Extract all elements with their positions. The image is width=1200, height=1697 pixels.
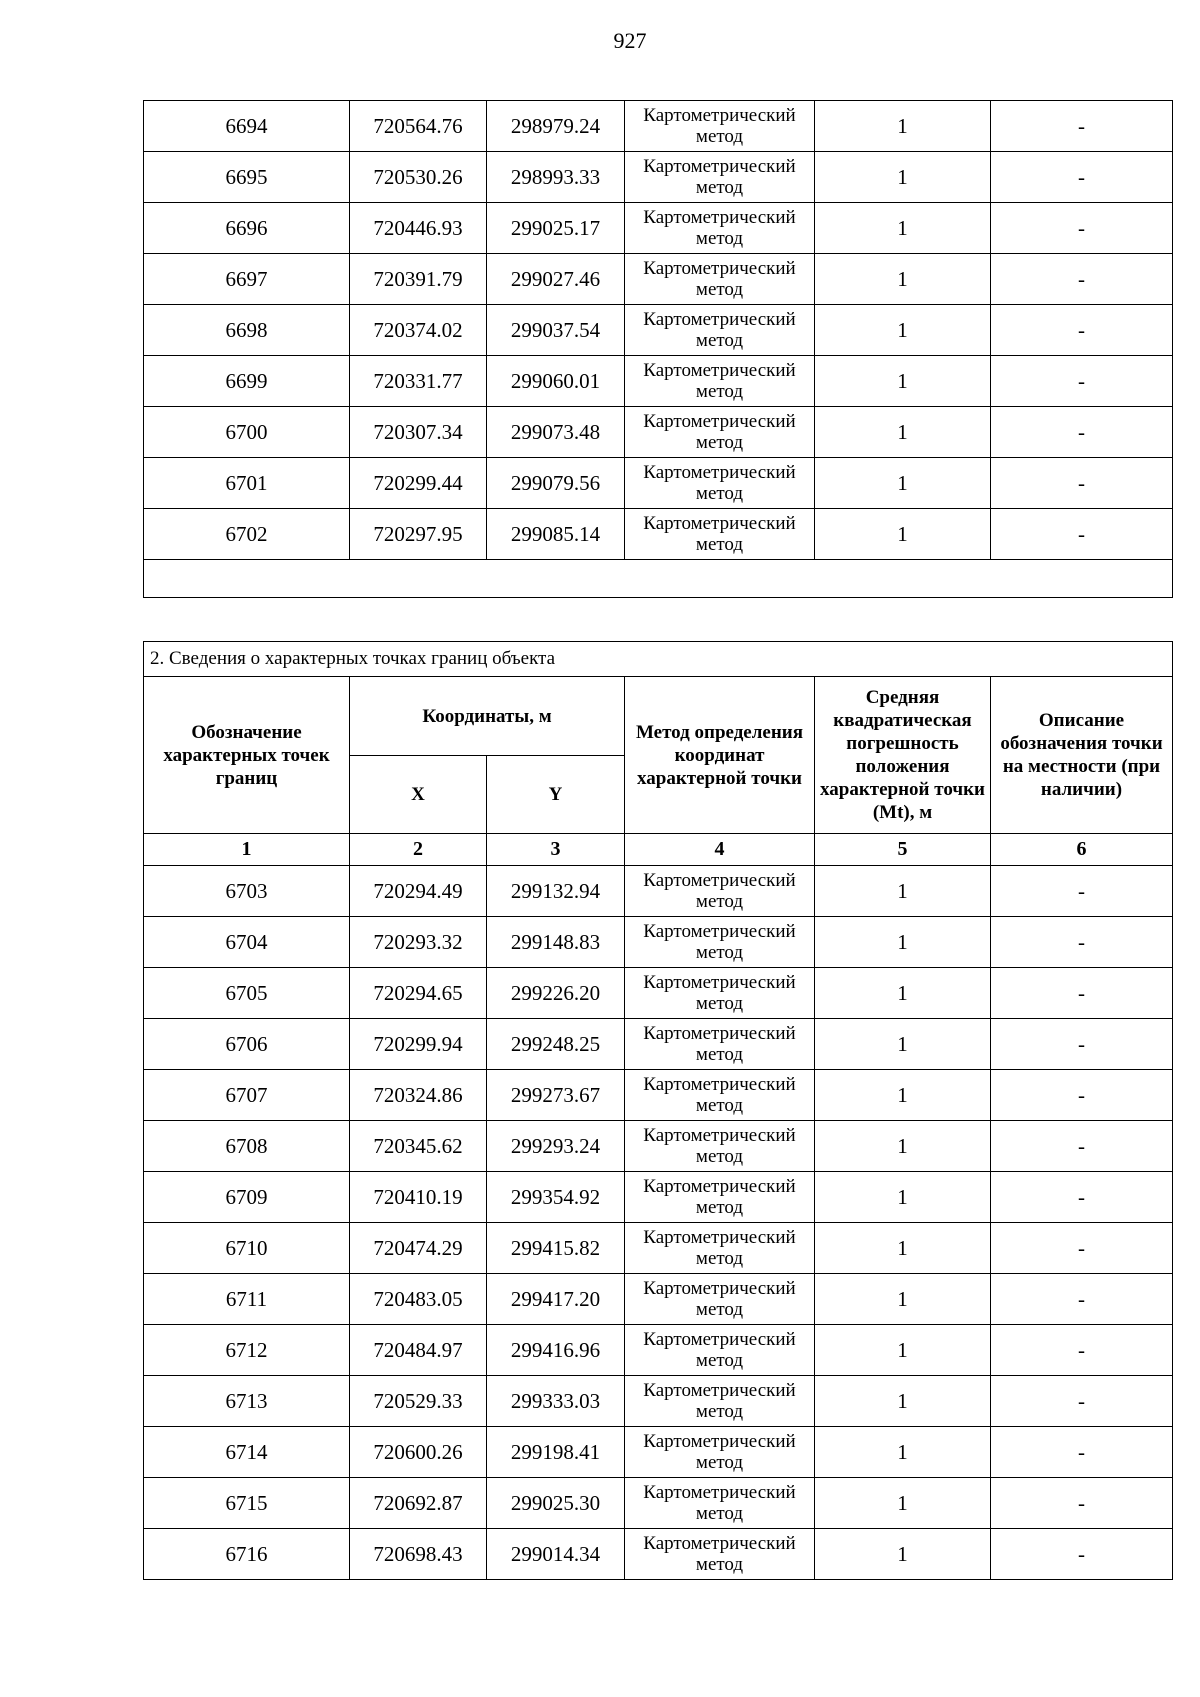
header-coordinates: Координаты, м xyxy=(350,677,625,756)
x-cell: 720294.65 xyxy=(350,968,487,1019)
y-cell: 299025.17 xyxy=(487,203,625,254)
method-cell: Картометрический метод xyxy=(625,254,815,305)
table-row xyxy=(144,1376,1173,1427)
table-row xyxy=(144,1019,1173,1070)
y-cell: 299226.20 xyxy=(487,968,625,1019)
header-error: Средняя квадратическая погрешность положения характерной точки (Mt), м xyxy=(815,677,991,834)
error-cell: 1 xyxy=(815,1529,991,1580)
y-cell: 299132.94 xyxy=(487,866,625,917)
table-body xyxy=(144,101,1173,560)
y-cell: 299027.46 xyxy=(487,254,625,305)
point-cell: 6706 xyxy=(144,1019,350,1070)
x-cell: 720692.87 xyxy=(350,1478,487,1529)
error-cell: 1 xyxy=(815,152,991,203)
x-cell: 720293.32 xyxy=(350,917,487,968)
table-row xyxy=(144,203,1173,254)
y-cell: 299415.82 xyxy=(487,1223,625,1274)
method-cell: Картометрический метод xyxy=(625,1325,815,1376)
table-body xyxy=(144,866,1173,1580)
method-cell: Картометрический метод xyxy=(625,1223,815,1274)
header-x: X xyxy=(350,756,487,834)
method-cell: Картометрический метод xyxy=(625,1376,815,1427)
error-cell: 1 xyxy=(815,1325,991,1376)
description-cell: - xyxy=(991,1427,1173,1478)
page-number: 927 xyxy=(613,28,647,53)
table-row xyxy=(144,305,1173,356)
y-cell: 299014.34 xyxy=(487,1529,625,1580)
method-cell: Картометрический метод xyxy=(625,203,815,254)
point-cell: 6713 xyxy=(144,1376,350,1427)
method-cell: Картометрический метод xyxy=(625,1019,815,1070)
x-cell: 720484.97 xyxy=(350,1325,487,1376)
description-cell: - xyxy=(991,254,1173,305)
description-cell: - xyxy=(991,1223,1173,1274)
table-row xyxy=(144,1121,1173,1172)
y-cell: 299073.48 xyxy=(487,407,625,458)
table-row xyxy=(144,917,1173,968)
x-cell: 720446.93 xyxy=(350,203,487,254)
point-cell: 6696 xyxy=(144,203,350,254)
error-cell: 1 xyxy=(815,254,991,305)
y-cell: 299333.03 xyxy=(487,1376,625,1427)
x-cell: 720698.43 xyxy=(350,1529,487,1580)
table-row xyxy=(144,866,1173,917)
point-cell: 6711 xyxy=(144,1274,350,1325)
point-cell: 6700 xyxy=(144,407,350,458)
table-row xyxy=(144,1529,1173,1580)
x-cell: 720297.95 xyxy=(350,509,487,560)
error-cell: 1 xyxy=(815,968,991,1019)
table-row xyxy=(144,152,1173,203)
error-cell: 1 xyxy=(815,1478,991,1529)
description-cell: - xyxy=(991,203,1173,254)
table-row xyxy=(144,458,1173,509)
y-cell: 299025.30 xyxy=(487,1478,625,1529)
description-cell: - xyxy=(991,1529,1173,1580)
error-cell: 1 xyxy=(815,305,991,356)
x-cell: 720331.77 xyxy=(350,356,487,407)
empty-row xyxy=(144,560,1173,598)
method-cell: Картометрический метод xyxy=(625,1274,815,1325)
x-cell: 720564.76 xyxy=(350,101,487,152)
point-cell: 6705 xyxy=(144,968,350,1019)
y-cell: 299060.01 xyxy=(487,356,625,407)
y-cell: 299293.24 xyxy=(487,1121,625,1172)
table-row xyxy=(144,1427,1173,1478)
point-cell: 6712 xyxy=(144,1325,350,1376)
description-cell: - xyxy=(991,1121,1173,1172)
error-cell: 1 xyxy=(815,458,991,509)
method-cell: Картометрический метод xyxy=(625,1070,815,1121)
point-cell: 6694 xyxy=(144,101,350,152)
point-cell: 6716 xyxy=(144,1529,350,1580)
y-cell: 299417.20 xyxy=(487,1274,625,1325)
description-cell: - xyxy=(991,152,1173,203)
table-row xyxy=(144,254,1173,305)
y-cell: 299198.41 xyxy=(487,1427,625,1478)
point-cell: 6715 xyxy=(144,1478,350,1529)
point-cell: 6707 xyxy=(144,1070,350,1121)
table-caption: 2. Сведения о характерных точках границ объекта xyxy=(144,642,1173,677)
table-caption-row xyxy=(144,642,1173,677)
table-row xyxy=(144,1172,1173,1223)
method-cell: Картометрический метод xyxy=(625,305,815,356)
y-cell: 298993.33 xyxy=(487,152,625,203)
table-row xyxy=(144,1070,1173,1121)
point-cell: 6699 xyxy=(144,356,350,407)
column-number: 4 xyxy=(625,834,815,866)
description-cell: - xyxy=(991,356,1173,407)
description-cell: - xyxy=(991,1376,1173,1427)
column-number: 2 xyxy=(350,834,487,866)
x-cell: 720374.02 xyxy=(350,305,487,356)
description-cell: - xyxy=(991,407,1173,458)
description-cell: - xyxy=(991,1325,1173,1376)
description-cell: - xyxy=(991,1019,1173,1070)
x-cell: 720474.29 xyxy=(350,1223,487,1274)
x-cell: 720294.49 xyxy=(350,866,487,917)
x-cell: 720345.62 xyxy=(350,1121,487,1172)
point-cell: 6698 xyxy=(144,305,350,356)
error-cell: 1 xyxy=(815,1070,991,1121)
error-cell: 1 xyxy=(815,101,991,152)
method-cell: Картометрический метод xyxy=(625,407,815,458)
x-cell: 720483.05 xyxy=(350,1274,487,1325)
table-row xyxy=(144,407,1173,458)
x-cell: 720324.86 xyxy=(350,1070,487,1121)
point-cell: 6714 xyxy=(144,1427,350,1478)
y-cell: 299079.56 xyxy=(487,458,625,509)
method-cell: Картометрический метод xyxy=(625,152,815,203)
description-cell: - xyxy=(991,305,1173,356)
method-cell: Картометрический метод xyxy=(625,866,815,917)
y-cell: 299416.96 xyxy=(487,1325,625,1376)
method-cell: Картометрический метод xyxy=(625,968,815,1019)
error-cell: 1 xyxy=(815,1427,991,1478)
y-cell: 299273.67 xyxy=(487,1070,625,1121)
point-cell: 6709 xyxy=(144,1172,350,1223)
description-cell: - xyxy=(991,1070,1173,1121)
point-cell: 6703 xyxy=(144,866,350,917)
column-number-row xyxy=(144,834,1173,866)
header-point: Обозначение характерных точек границ xyxy=(144,677,350,834)
error-cell: 1 xyxy=(815,509,991,560)
method-cell: Картометрический метод xyxy=(625,1478,815,1529)
header-row xyxy=(144,677,1173,756)
x-cell: 720410.19 xyxy=(350,1172,487,1223)
x-cell: 720391.79 xyxy=(350,254,487,305)
column-number: 6 xyxy=(991,834,1173,866)
description-cell: - xyxy=(991,917,1173,968)
description-cell: - xyxy=(991,509,1173,560)
method-cell: Картометрический метод xyxy=(625,101,815,152)
method-cell: Картометрический метод xyxy=(625,356,815,407)
y-cell: 299085.14 xyxy=(487,509,625,560)
boundary-points-table xyxy=(143,641,1173,1580)
table-row xyxy=(144,509,1173,560)
table-row xyxy=(144,1325,1173,1376)
column-number: 1 xyxy=(144,834,350,866)
description-cell: - xyxy=(991,866,1173,917)
y-cell: 299248.25 xyxy=(487,1019,625,1070)
error-cell: 1 xyxy=(815,203,991,254)
method-cell: Картометрический метод xyxy=(625,1529,815,1580)
method-cell: Картометрический метод xyxy=(625,458,815,509)
empty-cell xyxy=(144,560,1173,598)
point-cell: 6704 xyxy=(144,917,350,968)
error-cell: 1 xyxy=(815,1223,991,1274)
x-cell: 720299.44 xyxy=(350,458,487,509)
x-cell: 720600.26 xyxy=(350,1427,487,1478)
description-cell: - xyxy=(991,458,1173,509)
column-number: 5 xyxy=(815,834,991,866)
point-cell: 6701 xyxy=(144,458,350,509)
description-cell: - xyxy=(991,101,1173,152)
description-cell: - xyxy=(991,1478,1173,1529)
header-method: Метод определения координат характерной точки xyxy=(625,677,815,834)
coordinates-table-continued xyxy=(143,100,1173,598)
table-row xyxy=(144,1274,1173,1325)
error-cell: 1 xyxy=(815,1376,991,1427)
point-cell: 6697 xyxy=(144,254,350,305)
error-cell: 1 xyxy=(815,1172,991,1223)
table-row xyxy=(144,968,1173,1019)
error-cell: 1 xyxy=(815,407,991,458)
header-description: Описание обозначения точки на местности (при наличии) xyxy=(991,677,1173,834)
table-row xyxy=(144,101,1173,152)
header-y: Y xyxy=(487,756,625,834)
method-cell: Картометрический метод xyxy=(625,1427,815,1478)
column-number: 3 xyxy=(487,834,625,866)
x-cell: 720529.33 xyxy=(350,1376,487,1427)
y-cell: 299354.92 xyxy=(487,1172,625,1223)
method-cell: Картометрический метод xyxy=(625,1121,815,1172)
description-cell: - xyxy=(991,1274,1173,1325)
error-cell: 1 xyxy=(815,917,991,968)
y-cell: 298979.24 xyxy=(487,101,625,152)
error-cell: 1 xyxy=(815,1274,991,1325)
y-cell: 299037.54 xyxy=(487,305,625,356)
table-row xyxy=(144,1223,1173,1274)
table-row xyxy=(144,1478,1173,1529)
x-cell: 720307.34 xyxy=(350,407,487,458)
y-cell: 299148.83 xyxy=(487,917,625,968)
point-cell: 6710 xyxy=(144,1223,350,1274)
x-cell: 720299.94 xyxy=(350,1019,487,1070)
description-cell: - xyxy=(991,968,1173,1019)
description-cell: - xyxy=(991,1172,1173,1223)
error-cell: 1 xyxy=(815,1121,991,1172)
point-cell: 6708 xyxy=(144,1121,350,1172)
method-cell: Картометрический метод xyxy=(625,1172,815,1223)
method-cell: Картометрический метод xyxy=(625,917,815,968)
error-cell: 1 xyxy=(815,356,991,407)
point-cell: 6695 xyxy=(144,152,350,203)
point-cell: 6702 xyxy=(144,509,350,560)
table-row xyxy=(144,356,1173,407)
error-cell: 1 xyxy=(815,1019,991,1070)
x-cell: 720530.26 xyxy=(350,152,487,203)
method-cell: Картометрический метод xyxy=(625,509,815,560)
error-cell: 1 xyxy=(815,866,991,917)
